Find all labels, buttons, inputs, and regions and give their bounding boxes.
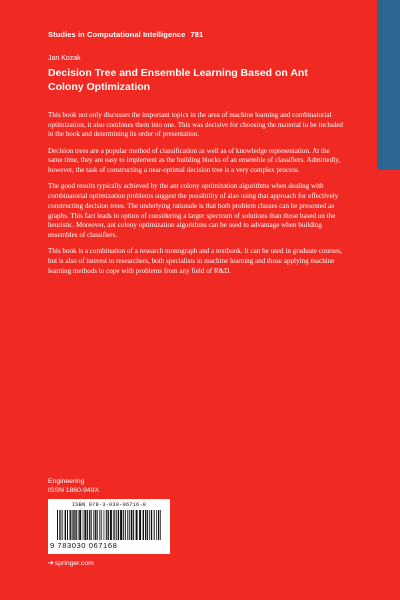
barcode-bar — [120, 510, 122, 540]
barcode-bar — [123, 510, 124, 540]
barcode-bar — [75, 510, 76, 540]
cover-edge-stripe — [377, 0, 400, 170]
barcode-bar — [70, 510, 71, 540]
series-line — [48, 30, 203, 39]
barcode-bar — [62, 510, 63, 540]
barcode-bar — [114, 510, 115, 540]
barcode-bar — [101, 510, 102, 540]
barcode-bar — [91, 510, 92, 540]
barcode-bar — [149, 510, 150, 540]
barcode-bar — [59, 510, 60, 540]
barcode-bar — [72, 510, 73, 540]
barcode-bar — [73, 510, 74, 540]
barcode-bar — [131, 510, 132, 540]
issn-label: ISSN 1860-949X — [48, 487, 100, 494]
barcode-bar — [133, 510, 134, 540]
barcode-bar — [156, 510, 157, 540]
barcode-bars — [57, 510, 163, 540]
barcode-bar — [79, 510, 81, 540]
barcode-bar — [60, 510, 61, 540]
springer-arrow-icon: ➜ — [48, 560, 54, 567]
barcode-bar — [139, 510, 141, 540]
blurb-paragraph: Decision trees are a popular method of classification as well as of knowledge representation. At the same time, they are easy to implement as the building blocks of an ensemble of classifiers. Admittedly, however, the task of constructing a near-optimal decision tree is a very complex process. — [48, 146, 341, 175]
barcode-bar — [83, 510, 84, 540]
barcode-bar — [104, 510, 105, 540]
isbn-label: ISBN 978-3-030-06716-8 — [71, 502, 147, 508]
barcode-bar — [78, 510, 79, 540]
barcode-bar — [136, 510, 138, 540]
barcode-bar — [154, 510, 155, 540]
barcode-bar — [57, 510, 58, 540]
series-number: 781 — [190, 30, 204, 39]
author-name: Jan Kozak — [48, 55, 81, 62]
barcode-bar — [143, 510, 144, 540]
barcode-bar — [160, 510, 161, 540]
series-name: Studies in Computational Intelligence — [48, 30, 186, 39]
barcode-bar — [84, 510, 86, 540]
blurb — [48, 111, 343, 283]
barcode-bar — [97, 510, 98, 540]
barcode-bar — [145, 510, 146, 540]
barcode-bar — [87, 510, 88, 540]
isbn-barcode — [48, 499, 170, 554]
blurb-paragraph: This book is a combination of a research monograph and a textbook. It can be used in graduate courses, but is also of interest to researchers, both specialists in machine learning and those applying machine learning methods to cope with problems from any field of R&D. — [48, 247, 342, 275]
barcode-bar — [106, 510, 107, 540]
barcode-bar — [158, 510, 159, 540]
blurb-paragraph: The good results typically achieved by the ant colony optimization algorithms when dealing with combinatorial optimization problems suggest the possibility of also using that approach for effectively constructing decision trees. The underlying rationale is that both problem classes can be presented as graphs. This fact leads to option of considering a larger spectrum of solutions than those based on the heuristic. Moreover, ant colony optimization algorithms can be used to advantage when building ensembles of classifiers. — [48, 182, 339, 239]
publisher-link[interactable] — [48, 559, 94, 567]
barcode-bar — [147, 510, 148, 540]
book-title: Decision Tree and Ensemble Learning Based on Ant Colony Optimization — [48, 67, 308, 93]
barcode-bar — [127, 510, 128, 540]
barcode-bar — [116, 510, 117, 540]
barcode-bar — [151, 510, 152, 540]
barcode-bar — [125, 510, 126, 540]
barcode-bar — [99, 510, 100, 540]
barcode-bar — [118, 510, 119, 540]
barcode-bar — [129, 510, 130, 540]
subject-label: Engineering — [48, 478, 85, 485]
barcode-bar — [95, 510, 96, 540]
barcode-bar — [89, 510, 90, 540]
barcode-bar — [93, 510, 94, 540]
publisher-url: springer.com — [54, 560, 94, 567]
barcode-bar — [108, 510, 109, 540]
barcode-bar — [67, 510, 68, 540]
blurb-paragraph: This book not only discusses the important topics in the area of machine learning and combinatorial optimization, it also combines them into one. This was decisive for choosing the material to be included in the book and determining its order of presentation. — [48, 111, 343, 139]
barcode-digits: 9 783030 067168 — [50, 541, 118, 550]
barcode-bar — [65, 510, 66, 540]
barcode-bar — [113, 510, 114, 540]
barcode-bar — [110, 510, 112, 540]
